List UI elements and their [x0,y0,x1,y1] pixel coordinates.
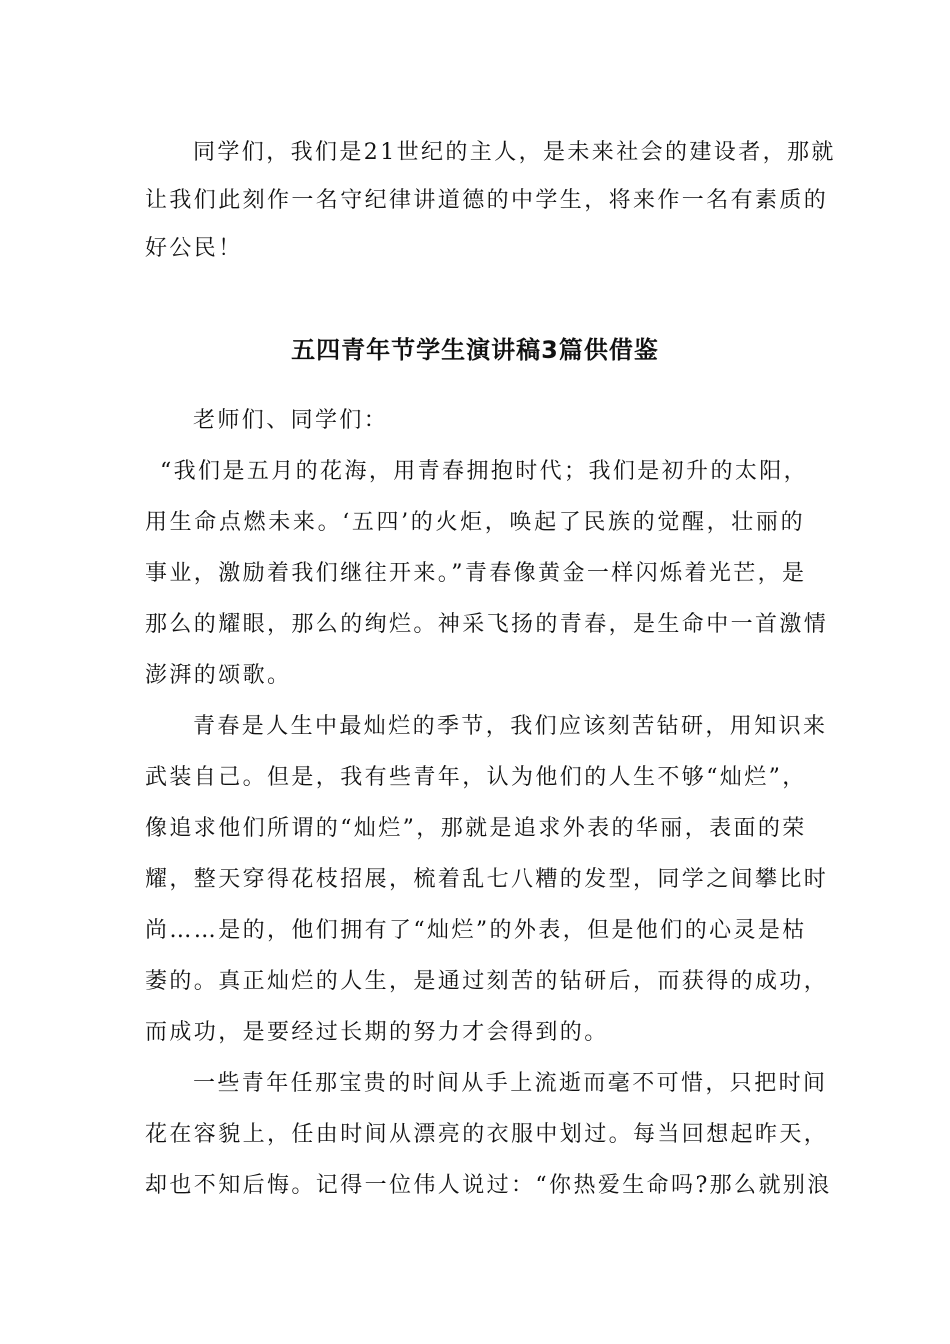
paragraph-line: 一些青年任那宝贵的时间从手上流逝而毫不可惜，只把时间 [193,1071,828,1096]
greeting-line: 老师们、同学们： [193,408,389,433]
paragraph-line: 耀，整天穿得花枝招展，梳着乱七八糟的发型，同学之间攀比时 [145,867,829,892]
paragraph-line: 像追求他们所谓的“灿烂”，那就是追求外表的华丽，表面的荣 [145,816,807,841]
paragraph-line: 让我们此刻作一名守纪律讲道德的中学生，将来作一名有素质的 [145,188,829,213]
paragraph-line: 武装自己。但是，我有些青年，认为他们的人生不够“灿烂”， [145,765,807,790]
section-title: 五四青年节学生演讲稿3篇供借鉴 [291,336,659,364]
paragraph-line: 那么的耀眼，那么的绚烂。神采飞扬的青春，是生命中一首激情 [145,612,829,637]
paragraph-line: 花在容貌上，任由时间从漂亮的衣服中划过。每当回想起昨天， [145,1122,829,1147]
paragraph-line: “我们是五月的花海，用青春拥抱时代；我们是初升的太阳， [160,459,809,484]
paragraph-line: 而成功，是要经过长期的努力才会得到的。 [145,1020,609,1045]
paragraph-line: 同学们，我们是21世纪的主人，是未来社会的建设者，那就 [193,140,836,165]
paragraph-line: 用生命点燃未来。‘五四’的火炬，唤起了民族的觉醒，壮丽的 [145,510,805,535]
paragraph-line: 好公民！ [145,236,243,261]
paragraph-line: 却也不知后悔。记得一位伟人说过：“你热爱生命吗?那么就别浪 [145,1173,832,1198]
paragraph-line: 萎的。真正灿烂的人生，是通过刻苦的钻研后，而获得的成功， [145,969,829,994]
paragraph-line: 青春是人生中最灿烂的季节，我们应该刻苦钻研，用知识来 [193,714,828,739]
paragraph-line: 尚……是的，他们拥有了“灿烂”的外表，但是他们的心灵是枯 [145,918,807,943]
paragraph-line: 澎湃的颂歌。 [145,663,292,688]
paragraph-line: 事业，激励着我们继往开来。”青春像黄金一样闪烁着光芒，是 [145,561,807,586]
